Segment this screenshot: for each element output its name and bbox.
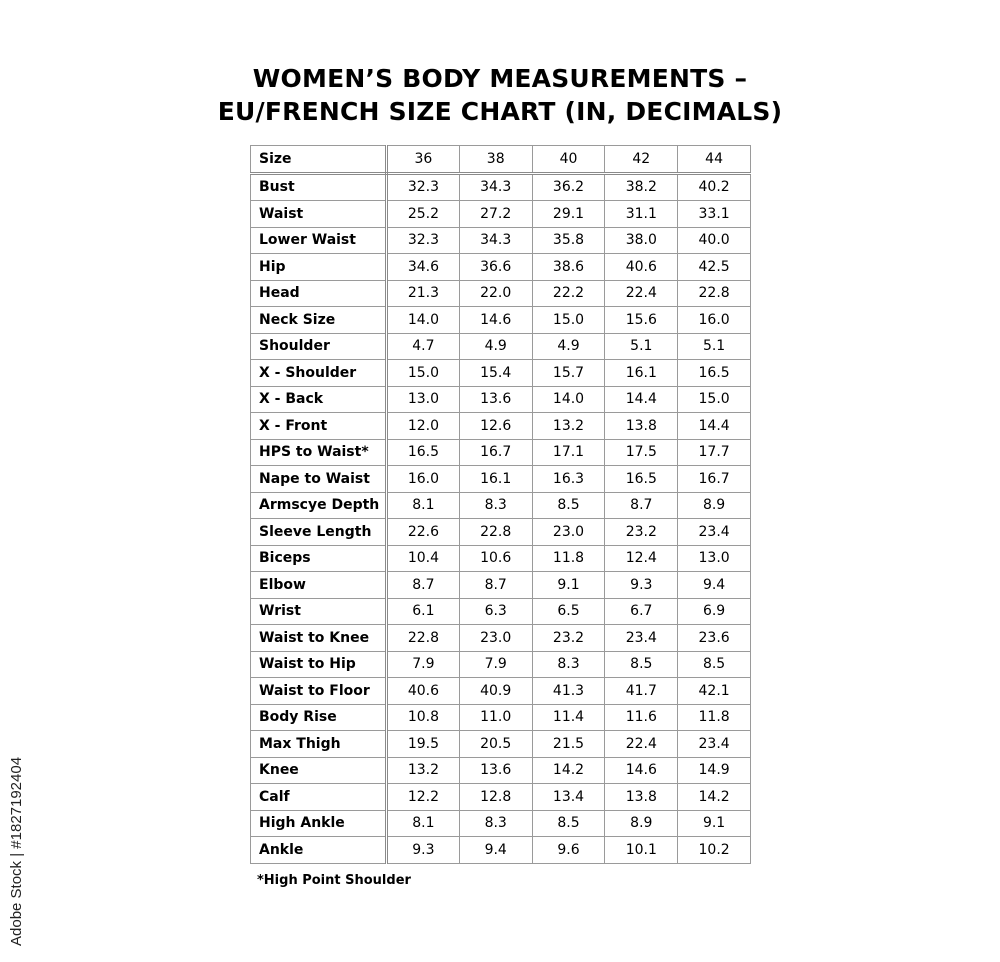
measurement-value: 9.4 xyxy=(678,572,751,599)
measurement-label: Waist to Hip xyxy=(251,651,387,678)
measurement-value: 36.6 xyxy=(459,254,532,281)
measurement-value: 23.2 xyxy=(605,519,678,546)
measurement-value: 8.5 xyxy=(532,492,605,519)
table-row xyxy=(251,757,751,784)
measurement-value: 27.2 xyxy=(459,201,532,228)
measurement-value: 34.6 xyxy=(387,254,460,281)
measurement-value: 23.2 xyxy=(532,625,605,652)
measurement-value: 10.4 xyxy=(387,545,460,572)
measurement-value: 14.0 xyxy=(387,307,460,334)
measurement-value: 33.1 xyxy=(678,201,751,228)
measurement-value: 8.9 xyxy=(605,810,678,837)
measurement-value: 40.9 xyxy=(459,678,532,705)
header-label: Size xyxy=(251,146,387,174)
table-row xyxy=(251,784,751,811)
measurement-value: 20.5 xyxy=(459,731,532,758)
measurement-value: 40.2 xyxy=(678,173,751,201)
table-row xyxy=(251,625,751,652)
measurement-value: 12.8 xyxy=(459,784,532,811)
measurement-label: Wrist xyxy=(251,598,387,625)
measurement-value: 11.4 xyxy=(532,704,605,731)
size-chart-table xyxy=(250,145,751,864)
measurement-label: HPS to Waist* xyxy=(251,439,387,466)
measurement-value: 13.8 xyxy=(605,784,678,811)
measurement-label: Shoulder xyxy=(251,333,387,360)
measurement-value: 16.3 xyxy=(532,466,605,493)
measurement-label: Neck Size xyxy=(251,307,387,334)
measurement-value: 31.1 xyxy=(605,201,678,228)
measurement-value: 11.6 xyxy=(605,704,678,731)
measurement-value: 6.9 xyxy=(678,598,751,625)
measurement-value: 10.1 xyxy=(605,837,678,864)
table-row xyxy=(251,307,751,334)
measurement-value: 41.7 xyxy=(605,678,678,705)
size-header: 38 xyxy=(459,146,532,174)
measurement-value: 15.0 xyxy=(678,386,751,413)
measurement-value: 22.6 xyxy=(387,519,460,546)
measurement-value: 32.3 xyxy=(387,173,460,201)
measurement-value: 8.5 xyxy=(605,651,678,678)
measurement-value: 7.9 xyxy=(459,651,532,678)
measurement-value: 41.3 xyxy=(532,678,605,705)
measurement-value: 16.1 xyxy=(605,360,678,387)
measurement-value: 14.4 xyxy=(605,386,678,413)
table-row xyxy=(251,678,751,705)
chart-title-line-1: WOMEN’S BODY MEASUREMENTS – xyxy=(252,64,748,93)
table-row xyxy=(251,492,751,519)
table-row xyxy=(251,810,751,837)
measurement-value: 14.2 xyxy=(532,757,605,784)
table-row xyxy=(251,201,751,228)
measurement-label: Bust xyxy=(251,173,387,201)
measurement-value: 9.3 xyxy=(387,837,460,864)
measurement-value: 22.2 xyxy=(532,280,605,307)
measurement-value: 16.7 xyxy=(678,466,751,493)
measurement-label: Waist to Floor xyxy=(251,678,387,705)
measurement-value: 34.3 xyxy=(459,173,532,201)
size-chart-body xyxy=(251,146,751,864)
measurement-value: 11.8 xyxy=(532,545,605,572)
measurement-value: 16.0 xyxy=(678,307,751,334)
measurement-value: 8.1 xyxy=(387,492,460,519)
measurement-value: 22.8 xyxy=(387,625,460,652)
measurement-value: 5.1 xyxy=(678,333,751,360)
measurement-value: 15.0 xyxy=(532,307,605,334)
measurement-label: X - Shoulder xyxy=(251,360,387,387)
measurement-value: 22.4 xyxy=(605,280,678,307)
measurement-value: 36.2 xyxy=(532,173,605,201)
table-row xyxy=(251,466,751,493)
measurement-label: Sleeve Length xyxy=(251,519,387,546)
measurement-value: 14.4 xyxy=(678,413,751,440)
measurement-value: 15.7 xyxy=(532,360,605,387)
measurement-value: 11.8 xyxy=(678,704,751,731)
table-row xyxy=(251,360,751,387)
measurement-value: 15.6 xyxy=(605,307,678,334)
table-row xyxy=(251,280,751,307)
measurement-value: 14.6 xyxy=(459,307,532,334)
measurement-value: 17.1 xyxy=(532,439,605,466)
table-row xyxy=(251,519,751,546)
stock-id-text: Adobe Stock | #1827192404 xyxy=(8,756,25,946)
measurement-label: Armscye Depth xyxy=(251,492,387,519)
measurement-value: 23.6 xyxy=(678,625,751,652)
measurement-value: 19.5 xyxy=(387,731,460,758)
size-header: 40 xyxy=(532,146,605,174)
measurement-label: Waist xyxy=(251,201,387,228)
measurement-label: Biceps xyxy=(251,545,387,572)
table-header-row xyxy=(251,146,751,174)
measurement-value: 29.1 xyxy=(532,201,605,228)
measurement-value: 10.6 xyxy=(459,545,532,572)
measurement-value: 5.1 xyxy=(605,333,678,360)
measurement-value: 38.0 xyxy=(605,227,678,254)
measurement-value: 9.6 xyxy=(532,837,605,864)
measurement-value: 13.8 xyxy=(605,413,678,440)
measurement-value: 16.5 xyxy=(678,360,751,387)
size-header: 36 xyxy=(387,146,460,174)
measurement-value: 13.4 xyxy=(532,784,605,811)
measurement-value: 9.1 xyxy=(532,572,605,599)
measurement-label: Elbow xyxy=(251,572,387,599)
table-row xyxy=(251,413,751,440)
measurement-value: 8.3 xyxy=(459,810,532,837)
measurement-label: Lower Waist xyxy=(251,227,387,254)
measurement-value: 23.4 xyxy=(678,731,751,758)
measurement-value: 34.3 xyxy=(459,227,532,254)
table-row xyxy=(251,439,751,466)
measurement-value: 22.8 xyxy=(459,519,532,546)
measurement-value: 6.5 xyxy=(532,598,605,625)
measurement-value: 13.2 xyxy=(532,413,605,440)
measurement-label: Waist to Knee xyxy=(251,625,387,652)
measurement-value: 22.4 xyxy=(605,731,678,758)
measurement-value: 38.6 xyxy=(532,254,605,281)
measurement-value: 12.0 xyxy=(387,413,460,440)
chart-title xyxy=(0,62,1000,128)
measurement-value: 13.0 xyxy=(387,386,460,413)
table-row xyxy=(251,572,751,599)
measurement-value: 17.5 xyxy=(605,439,678,466)
chart-title-line-2: EU/FRENCH SIZE CHART (IN, DECIMALS) xyxy=(217,97,783,126)
measurement-label: Max Thigh xyxy=(251,731,387,758)
measurement-value: 16.5 xyxy=(605,466,678,493)
measurement-value: 8.3 xyxy=(532,651,605,678)
measurement-label: Nape to Waist xyxy=(251,466,387,493)
measurement-label: Head xyxy=(251,280,387,307)
measurement-value: 16.5 xyxy=(387,439,460,466)
measurement-label: X - Back xyxy=(251,386,387,413)
measurement-value: 8.3 xyxy=(459,492,532,519)
measurement-value: 12.6 xyxy=(459,413,532,440)
measurement-label: Ankle xyxy=(251,837,387,864)
measurement-value: 4.9 xyxy=(459,333,532,360)
measurement-value: 8.7 xyxy=(459,572,532,599)
measurement-value: 4.7 xyxy=(387,333,460,360)
measurement-value: 38.2 xyxy=(605,173,678,201)
measurement-value: 15.4 xyxy=(459,360,532,387)
measurement-value: 8.9 xyxy=(678,492,751,519)
measurement-value: 13.6 xyxy=(459,386,532,413)
table-row xyxy=(251,173,751,201)
table-row xyxy=(251,386,751,413)
measurement-value: 6.1 xyxy=(387,598,460,625)
measurement-label: Body Rise xyxy=(251,704,387,731)
measurement-value: 14.0 xyxy=(532,386,605,413)
measurement-value: 25.2 xyxy=(387,201,460,228)
measurement-value: 14.2 xyxy=(678,784,751,811)
measurement-value: 35.8 xyxy=(532,227,605,254)
footnote: *High Point Shoulder xyxy=(257,873,411,888)
measurement-value: 4.9 xyxy=(532,333,605,360)
table-row xyxy=(251,731,751,758)
measurement-value: 9.3 xyxy=(605,572,678,599)
measurement-value: 40.0 xyxy=(678,227,751,254)
measurement-label: High Ankle xyxy=(251,810,387,837)
table-row xyxy=(251,837,751,864)
measurement-value: 10.8 xyxy=(387,704,460,731)
measurement-value: 14.6 xyxy=(605,757,678,784)
measurement-value: 8.5 xyxy=(678,651,751,678)
measurement-value: 23.4 xyxy=(678,519,751,546)
table-row xyxy=(251,254,751,281)
table-row xyxy=(251,598,751,625)
measurement-value: 22.8 xyxy=(678,280,751,307)
measurement-value: 7.9 xyxy=(387,651,460,678)
measurement-value: 11.0 xyxy=(459,704,532,731)
measurement-value: 13.6 xyxy=(459,757,532,784)
measurement-value: 17.7 xyxy=(678,439,751,466)
measurement-value: 23.4 xyxy=(605,625,678,652)
measurement-value: 6.3 xyxy=(459,598,532,625)
table-row xyxy=(251,704,751,731)
measurement-value: 40.6 xyxy=(605,254,678,281)
measurement-value: 9.4 xyxy=(459,837,532,864)
table-row xyxy=(251,651,751,678)
measurement-value: 10.2 xyxy=(678,837,751,864)
measurement-label: Calf xyxy=(251,784,387,811)
table-row xyxy=(251,333,751,360)
measurement-value: 12.4 xyxy=(605,545,678,572)
measurement-value: 23.0 xyxy=(459,625,532,652)
measurement-value: 15.0 xyxy=(387,360,460,387)
measurement-value: 21.5 xyxy=(532,731,605,758)
measurement-value: 23.0 xyxy=(532,519,605,546)
measurement-value: 32.3 xyxy=(387,227,460,254)
measurement-value: 16.7 xyxy=(459,439,532,466)
size-header: 42 xyxy=(605,146,678,174)
measurement-value: 14.9 xyxy=(678,757,751,784)
size-header: 44 xyxy=(678,146,751,174)
measurement-label: Knee xyxy=(251,757,387,784)
measurement-label: Hip xyxy=(251,254,387,281)
measurement-value: 40.6 xyxy=(387,678,460,705)
measurement-label: X - Front xyxy=(251,413,387,440)
measurement-value: 8.1 xyxy=(387,810,460,837)
measurement-value: 13.2 xyxy=(387,757,460,784)
measurement-value: 16.0 xyxy=(387,466,460,493)
measurement-value: 6.7 xyxy=(605,598,678,625)
measurement-value: 8.7 xyxy=(605,492,678,519)
measurement-value: 42.1 xyxy=(678,678,751,705)
measurement-value: 42.5 xyxy=(678,254,751,281)
measurement-value: 12.2 xyxy=(387,784,460,811)
measurement-value: 8.7 xyxy=(387,572,460,599)
table-row xyxy=(251,545,751,572)
measurement-value: 8.5 xyxy=(532,810,605,837)
measurement-value: 9.1 xyxy=(678,810,751,837)
measurement-value: 13.0 xyxy=(678,545,751,572)
measurement-value: 21.3 xyxy=(387,280,460,307)
table-row xyxy=(251,227,751,254)
measurement-value: 16.1 xyxy=(459,466,532,493)
measurement-value: 22.0 xyxy=(459,280,532,307)
